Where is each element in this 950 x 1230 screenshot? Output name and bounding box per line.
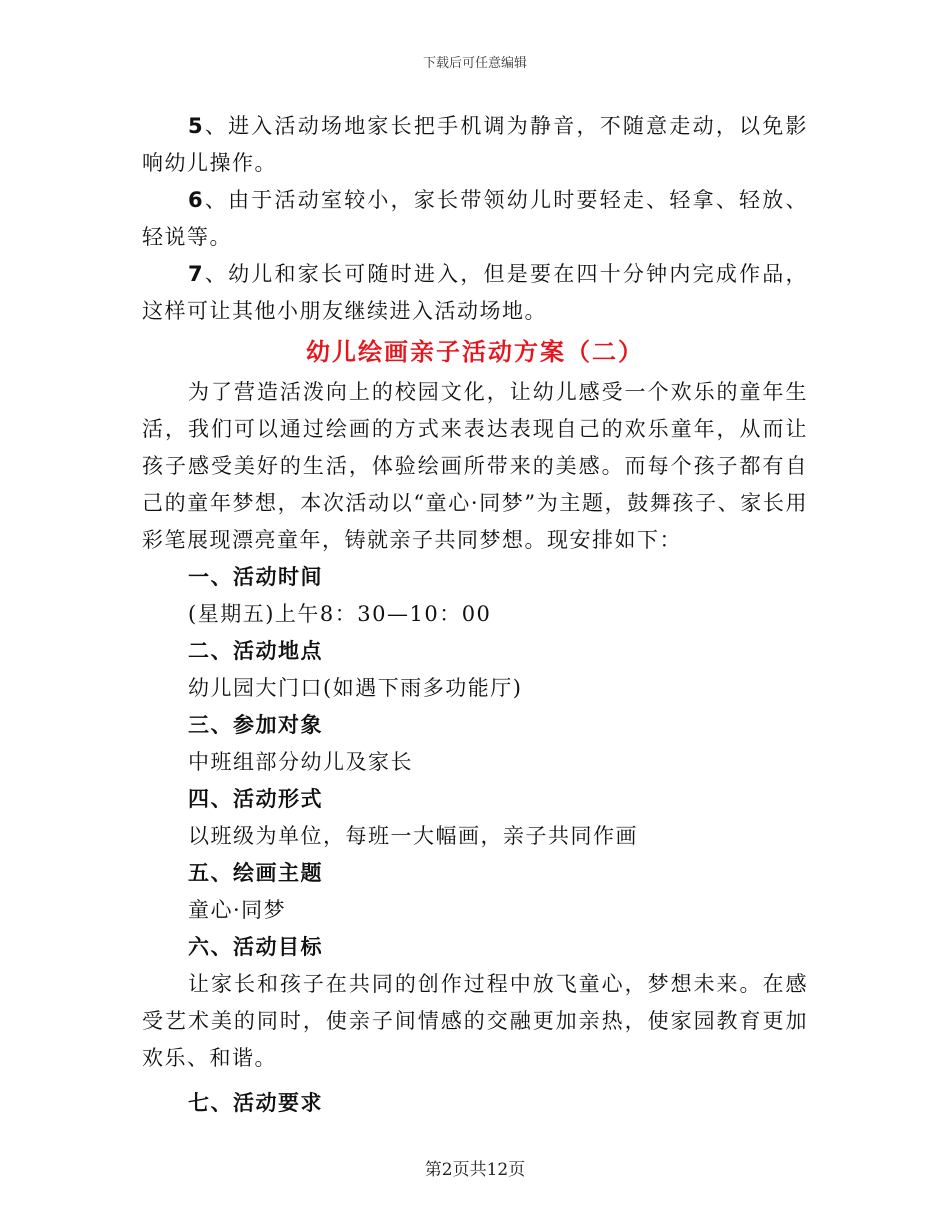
section-heading: 四、活动形式 xyxy=(188,787,323,811)
item-text: 、进入活动场地家长把手机调为静音，不随意走动，以免影响幼儿操作。 xyxy=(142,114,808,175)
list-item xyxy=(142,256,808,330)
item-number: 7 xyxy=(188,262,205,286)
section-body: 中班组部分幼儿及家长 xyxy=(188,750,413,774)
section-body: 幼儿园大门口(如遇下雨多功能厅) xyxy=(188,676,523,700)
section-heading: 一、活动时间 xyxy=(188,565,323,589)
page-header: 下载后可任意编辑 xyxy=(422,56,527,71)
section-heading: 七、活动要求 xyxy=(188,1091,323,1115)
section-body: 童心·同梦 xyxy=(188,898,287,922)
item-text: 、由于活动室较小，家长带领幼儿时要轻走、轻拿、轻放、轻说等。 xyxy=(142,188,808,249)
intro-paragraph: 为了营造活泼向上的校园文化，让幼儿感受一个欢乐的童年生活，我们可以通过绘画的方式来表达表现自己的欢乐童年，从而让孩子感受美好的生活，体验绘画所带来的美感。而每个孩子都有自己的童年梦想，本次活动以“童心·同梦”为主题，鼓舞孩子、家长用彩笔展现漂亮童年，铸就亲子共同梦想。现安排如下： xyxy=(142,380,808,552)
section-heading: 二、活动地点 xyxy=(188,639,323,663)
item-text: 、幼儿和家长可随时进入，但是要在四十分钟内完成作品，这样可让其他小朋友继续进入活动场地。 xyxy=(142,262,808,323)
page-footer: 第2页共12页 xyxy=(424,1160,526,1180)
section-body: 以班级为单位，每班一大幅画，亲子共同作画 xyxy=(188,824,638,848)
section-heading: 五、绘画主题 xyxy=(188,861,323,885)
list-item xyxy=(142,108,808,182)
section-title: 幼儿绘画亲子活动方案（二） xyxy=(306,338,644,366)
document-content xyxy=(142,108,808,1122)
spacer xyxy=(142,1077,808,1085)
item-number: 5 xyxy=(188,114,205,138)
section-body: 让家长和孩子在共同的创作过程中放飞童心，梦想未来。在感受艺术美的同时，使亲子间情感的交融更加亲热，使家园教育更加欢乐、和谐。 xyxy=(142,972,808,1070)
section-heading: 三、参加对象 xyxy=(188,713,323,737)
section-heading: 六、活动目标 xyxy=(188,935,323,959)
list-item xyxy=(142,182,808,256)
section-body: (星期五)上午8：30—10：00 xyxy=(188,602,492,626)
item-number: 6 xyxy=(188,188,205,212)
